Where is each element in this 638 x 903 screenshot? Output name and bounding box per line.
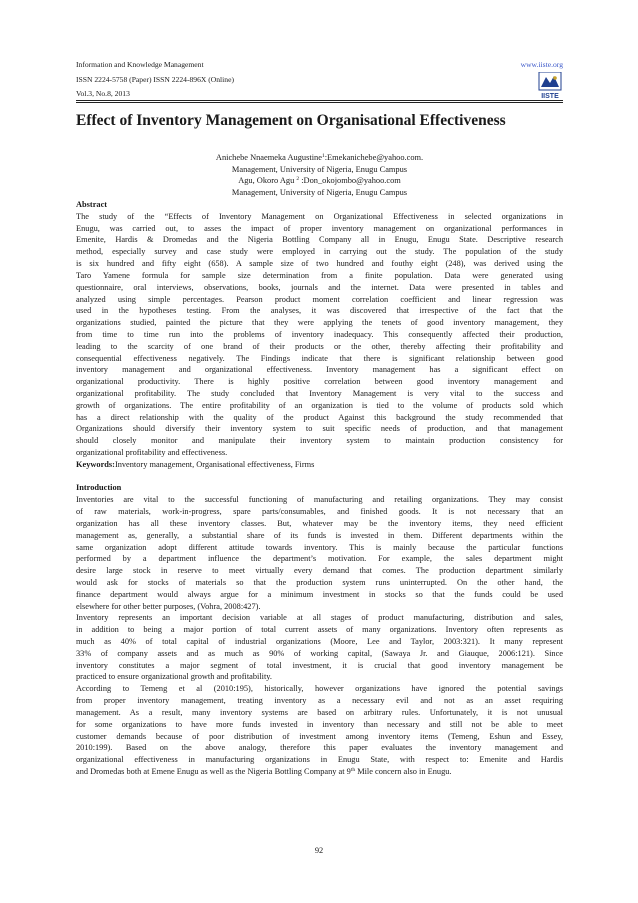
journal-name: Information and Knowledge Management bbox=[76, 60, 204, 69]
author-line-1: Anichebe Nnaemeka Augustine$^1$:Emekanichebe@yahoo.com. bbox=[215, 153, 424, 162]
text-line: Inventories are vital to the successful functioning of manufacturing and retailing organizations. They may consist bbox=[76, 495, 563, 505]
text-line: from proper inventory management, treating inventory as a necessary evil and not as an asset requiring bbox=[76, 696, 563, 706]
text-line: growth of organizations. The entire profitability of an organization is tied to the volume of products sold which bbox=[76, 400, 563, 410]
text-line: According to Temeng et al (2010:195), historically, however organizations have ignored the potential savings bbox=[76, 684, 563, 694]
abstract-heading: Abstract bbox=[76, 200, 108, 209]
text-line: inventory management and organizational effectiveness. Inventory management has a significant effect on bbox=[76, 365, 563, 375]
text-line: used in the hypotheses testing. From the analyses, it was discovered that irrespective of the fact that the bbox=[76, 306, 563, 316]
text-line: from time to time run into the problems of inventory inadequacy. This consequently affected their production, bbox=[76, 329, 563, 339]
text-line: elsewhere for other better purposes, (Vohra, 2008:427). bbox=[76, 601, 261, 611]
text-line: practiced to ensure organizational growth and profitability. bbox=[76, 672, 273, 682]
text-line: for some organizations to have more funds invested in inventory than necessary and still not be able to meet bbox=[76, 719, 563, 729]
text-line: of raw materials, work-in-progress, spare parts/consumables, and finished goods. It is not necessary that an bbox=[76, 507, 563, 517]
text-line: 33% of company assets and as much as 90% of working capital, (Sawaya Jr. and Giauque, 2006:121). Since bbox=[76, 648, 563, 658]
author-block bbox=[76, 152, 563, 198]
author-affiliation-1: Management, University of Nigeria, Enugu Campus bbox=[231, 164, 408, 174]
author-affiliation-2: Management, University of Nigeria, Enugu Campus bbox=[231, 187, 408, 197]
text-line: consequential effectiveness negatively. The Findings indicate that there is significant relationship between good bbox=[76, 353, 563, 363]
text-line: management as, generally, a substantial share of its funds is invested in them. Different departments within the bbox=[76, 530, 563, 540]
text-line: Taro Yamene formula for sample size determination from a finite population. Data were generated using bbox=[76, 270, 563, 280]
text-line: Enugu, was carried out, to asses the impact of proper inventory management on organizational performances in bbox=[76, 223, 563, 233]
author-line-2: Agu, Okoro Agu $^2$ :Don_okojombo@yahoo.com bbox=[238, 176, 401, 185]
logo-text: IISTE bbox=[541, 93, 559, 100]
text-line: has a direct relationship with the quality of the product Against this background the study recommended that bbox=[76, 412, 563, 422]
text-line: Emenite, Hardis & Dromedas and the Nigeria Bottling Company all in Enugu, Enugu State. Descriptive research bbox=[76, 235, 563, 245]
text-line: Inventory represents an important decision variable at all stages of product manufacturing, distribution and sales, bbox=[76, 613, 563, 623]
text-line: The study of the “Effects of Inventory Management on Organizational Effectiveness in selected organizations in bbox=[76, 211, 563, 221]
text-line: management. As a result, many inventory systems are based on arbitrary rules. Unfortunately, it is not unusual bbox=[76, 707, 563, 717]
journal-issn: ISSN 2224-5758 (Paper) ISSN 2224-896X (Online) bbox=[76, 75, 234, 84]
header-rule-double bbox=[76, 102, 563, 103]
text-line: organizational profitability. The study concluded that Inventory Management is very vital to the success and bbox=[76, 389, 563, 398]
text-line: questionnaire, oral interviews, observations, books, journals and the internet. Data were presented in tables and bbox=[76, 282, 563, 292]
text-line: analyzed using simple percentages. Pearson product moment correlation coefficient and linear regression was bbox=[76, 294, 563, 304]
text-line: should closely monitor and manipulate their inventory system to maintain production consistency for bbox=[76, 436, 563, 446]
text-line: is six hundred and fifty eight (658). A sample size of two hundred and fouthy eight (248), was derived using the bbox=[76, 259, 563, 269]
text-line: inventory constitutes a major segment of total investment, it is crucial that good inventory management be bbox=[76, 660, 563, 670]
text-line: desire large stock in reserve to meet virtually every demand that comes. The production department similarly bbox=[76, 566, 563, 576]
text-line: in addition to being a major portion of total current assets of many organizations. Inventory often represents as bbox=[76, 625, 563, 635]
text-line: finance department would always argue for a minimum investment in stocks so that the funds could be used bbox=[76, 589, 563, 599]
text-line: organizations studied, painted the picture that they were applying the tenets of good inventory management, they bbox=[76, 318, 563, 328]
journal-url-link[interactable]: www.iiste.org bbox=[520, 60, 563, 69]
introduction-text bbox=[76, 494, 563, 766]
journal-volume: Vol.3, No.8, 2013 bbox=[76, 89, 130, 98]
text-line: organizational productivity. There is highly positive correlation between good inventory management and bbox=[76, 377, 563, 387]
abstract-text bbox=[76, 211, 563, 459]
text-line: would ask for stocks of materials so that the production system runs uninterrupted. On the other hand, the bbox=[76, 577, 563, 587]
text-line: organization has all these inventory classes. But, whatever may be the inventory items, they need efficient bbox=[76, 518, 563, 528]
header-rule bbox=[76, 100, 563, 101]
text-line: much as 40% of total capital of industrial organizations (Moore, Lee and Taylor, 2003:321). It many represent bbox=[76, 637, 563, 647]
keywords-line: Keywords:Inventory management, Organisational effectiveness, Firms bbox=[76, 459, 315, 469]
paper-body bbox=[76, 199, 563, 778]
text-line: Organizations should diversify their inventory system to suit specific needs of production, and that management bbox=[76, 424, 563, 434]
text-line: organizational effectiveness in manufacturing organizations in Enugu State, with respect to: Emenite and Hardis bbox=[76, 755, 563, 765]
paper-title: Effect of Inventory Management on Organisational Effectiveness bbox=[76, 112, 506, 129]
introduction-heading: Introduction bbox=[76, 483, 122, 493]
text-line: 2010:199). Based on the above analogy, therefore this paper evaluates the inventory management and bbox=[76, 743, 563, 753]
page-number: 92 bbox=[314, 846, 324, 855]
introduction-final-line: and Dromedas both at Emene Enugu as well as the Nigeria Bottling Company at 9th Mile concern also in Enugu. bbox=[76, 766, 452, 776]
text-line: method, especially survey and case study were employed in carrying out the study. The population of the study bbox=[76, 247, 563, 257]
text-line: leading to the scarcity of one brand of their products or the other, thereby affecting their profitability and bbox=[76, 341, 563, 351]
text-line: performed by a department influence the department’s motivation. For example, the sales department might bbox=[76, 554, 563, 564]
text-line: organizational profitability and effectiveness. bbox=[76, 448, 228, 458]
text-line: customer demands because of poor distribution of investment among inventory items (Temeng, Eshun and Essey, bbox=[76, 731, 563, 741]
text-line: same organization adopt different attitude towards inventory. This is mainly because the particular functions bbox=[76, 542, 563, 552]
